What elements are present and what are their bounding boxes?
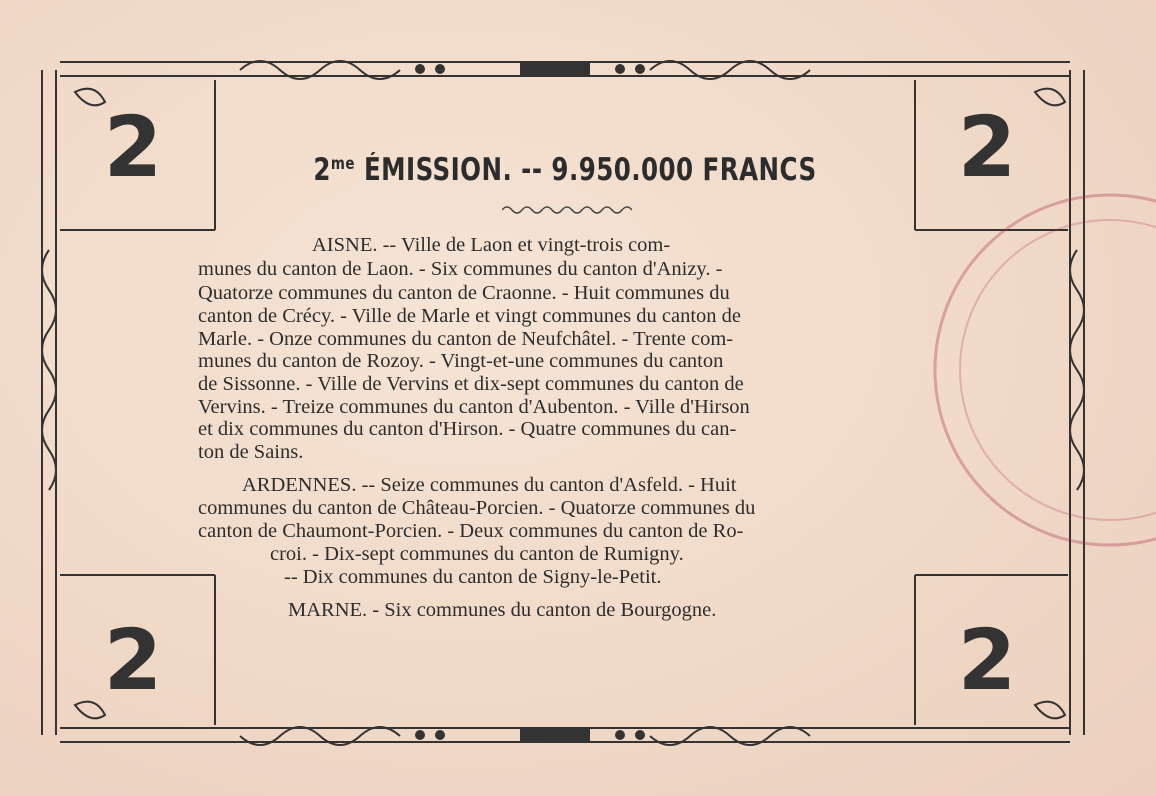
denomination-top-left: 2 <box>103 98 163 196</box>
text-line: Marle. - Onze communes du canton de Neufchâtel. - Trente com- <box>198 328 734 350</box>
text-line: -- Dix communes du canton de Signy-le-Petit. <box>284 566 662 588</box>
text-line: ton de Sains. <box>198 441 304 463</box>
text-line: de Sissonne. - Ville de Vervins et dix-sept communes du canton de <box>198 373 744 395</box>
circular-stamp-mark <box>900 170 1156 570</box>
denomination-bottom-right: 2 <box>957 611 1017 709</box>
text-line: canton de Chaumont-Porcien. - Deux communes du canton de Ro- <box>198 520 744 542</box>
text-line: AISNE. -- Ville de Laon et vingt-trois com- <box>312 234 671 256</box>
text-line: communes du canton de Château-Porcien. - Quatorze communes du <box>198 497 756 519</box>
emission-heading <box>270 152 860 188</box>
heading-text: ÉMISSION. -- 9.950.000 FRANCS <box>354 152 817 188</box>
heading-underline-flourish <box>502 204 632 216</box>
heading-superscript: me <box>330 154 355 174</box>
text-line: canton de Crécy. - Ville de Marle et vingt communes du canton de <box>198 305 741 327</box>
text-line: munes du canton de Laon. - Six communes du canton d'Anizy. - <box>198 258 723 280</box>
text-line: ARDENNES. -- Seize communes du canton d'Asfeld. - Huit <box>242 474 737 496</box>
text-line: croi. - Dix-sept communes du canton de Rumigny. <box>270 543 684 565</box>
text-line: Quatorze communes du canton de Craonne. - Huit communes du <box>198 282 730 304</box>
text-line: MARNE. - Six communes du canton de Bourgogne. <box>288 599 717 621</box>
heading-number: 2 <box>313 152 331 188</box>
denomination-bottom-left: 2 <box>103 611 163 709</box>
text-line: et dix communes du canton d'Hirson. - Quatre communes du can- <box>198 418 737 440</box>
text-line: Vervins. - Treize communes du canton d'Aubenton. - Ville d'Hirson <box>198 396 750 418</box>
denomination-top-right: 2 <box>957 98 1017 196</box>
text-line: munes du canton de Rozoy. - Vingt-et-une communes du canton <box>198 350 724 372</box>
